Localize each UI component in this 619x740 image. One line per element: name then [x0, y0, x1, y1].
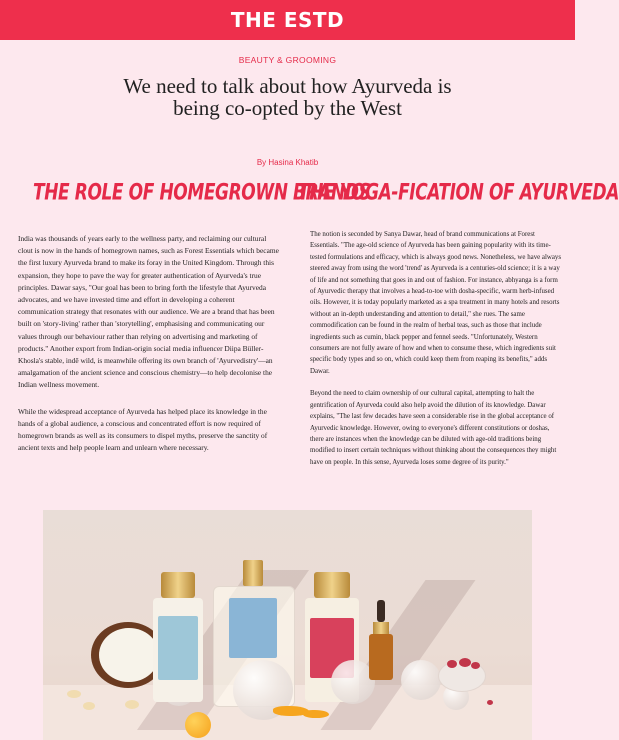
- section-heading-yoga-fication: THE YOGA-FICATION OF AYURVEDA: [298, 180, 619, 206]
- body-paragraph: India was thousands of years early to the wellness party, and reclaiming our cultural clout is now in the hands of homegrown names, such as Forest Essentials which became the first luxury Ayurveda brand to make its foray in the United Kingdom. Through this expansion, they hope to pave the way for greater authentication of Ayurveda's true principles. Dawar says, "Our goal has been to bring forth the lifestyle that Ayurveda advocates, and we have invested time and effort in developing a coherent communication strategy that resonates with our audience. We are a brand that has been built on 'story-living' rather than 'storytelling', emphasising and communicating our values through our behaviour rather than relying on advertising and marketing of products." Another export from Indian-origin social media influencer Diipa Büller-Khosla's stable, indē wild, is meanwhile offering its own branch of 'Ayurvedistry'—an amalgamation of the ancient science and conscious chemistry—to help decolonise the Indian wellness movement.: [18, 234, 279, 390]
- rose-petal: [487, 700, 493, 705]
- product-photo: [43, 510, 532, 740]
- coconut-flesh: [99, 628, 159, 682]
- body-paragraph: The notion is seconded by Sanya Dawar, head of brand communications at Forest Essentials. "The age-old science of Ayurveda has been gaining popularity with its time-tested formulations and efficacy, which is always good news. Nonetheless, we have always steered away from using the word 'trend' as Ayurveda is a centuries-old science; it is a way of life and not something that goes in and out of fashion. For instance, abhyanga is a form of Ayurvedic therapy that involves a head-to-toe with dosha-specific, warm herb-infused oils. However, it is today popularly marketed as a spa treatment in many hotels and resorts without an in-depth understanding and attention to detail," she rues. The same commodification can be found in the realm of herbal teas, such as those that include ingredients such as cumin, black pepper and fennel seeds. "Unfortunately, Western consumers are not fully aware of how and when to consume these, which ingredients suit specific body types and so on, which could keep them from reaping its benefits," adds Dawar.: [310, 231, 562, 375]
- bottle-body: [369, 634, 393, 680]
- body-paragraph: Beyond the need to claim ownership of our cultural capital, attempting to halt the gentrification of Ayurveda could also help avoid the dilution of its knowledge. Dawar explains, "The last few decades have seen a considerable rise in the global acceptance of Ayurvedic knowledge. However, owing to everyone's different constitutions or doshas, there are instances when the knowledge can be diluted with age-old traditions being modified to insert certain techniques without thinking about the consequences they might have on people. In this sense, Ayurveda loses some degree of its purity.": [310, 390, 557, 466]
- category-label[interactable]: BEAUTY & GROOMING: [238, 55, 337, 65]
- rose-petal: [459, 658, 471, 667]
- coconut-chip: [67, 690, 81, 698]
- bottle-label: [229, 598, 277, 658]
- right-column: [310, 229, 562, 468]
- section-heading-homegrown-brands: THE ROLE OF HOMEGROWN BRANDS: [33, 180, 371, 206]
- left-column: [18, 233, 281, 454]
- coconut-chip: [83, 702, 95, 710]
- site-logo[interactable]: THE ESTD: [230, 8, 345, 32]
- top-bar: [0, 0, 575, 40]
- body-paragraph: While the widespread acceptance of Ayurveda has helped place its knowledge in the hands of a global audience, a conscious and concentrated effort is now required of homegrown brands as well as its consumers to dispel myths, preserve the sanctity of ancient texts and help people learn and unlearn where necessary.: [18, 406, 268, 453]
- bottle-cap: [314, 572, 350, 598]
- dropper-bulb: [377, 600, 385, 622]
- orange-peel: [303, 710, 329, 718]
- article-title: We need to talk about how Ayurveda is being co-opted by the West: [123, 74, 452, 120]
- coconut-chip: [125, 700, 139, 709]
- serum-dropper-bottle: [369, 600, 393, 680]
- glass-sphere: [401, 660, 441, 700]
- author-byline[interactable]: By Hasina Khatib: [256, 158, 319, 167]
- kumquat: [185, 712, 211, 738]
- dropper-collar: [373, 622, 389, 634]
- bottle-cap: [161, 572, 195, 598]
- rose-petal: [447, 660, 457, 668]
- bottle-label: [158, 616, 198, 680]
- bottle-cap: [243, 560, 263, 586]
- rose-petal: [471, 662, 480, 669]
- lotion-bottle-blue: [153, 572, 203, 702]
